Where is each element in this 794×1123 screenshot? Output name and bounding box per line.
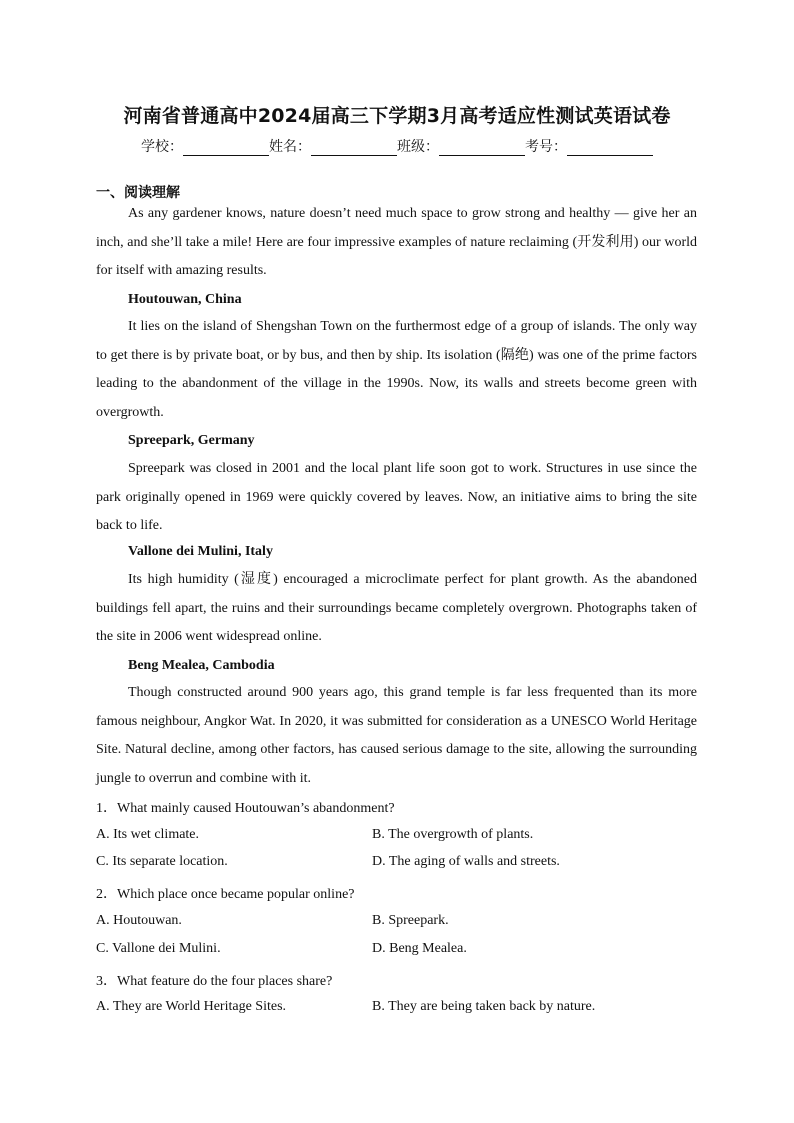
question-2-stem: 2．Which place once became popular online? xyxy=(96,887,355,902)
question-2-option-a[interactable]: A. Houtouwan. xyxy=(96,913,182,928)
name-label: 姓名： xyxy=(269,139,311,155)
question-2-option-b[interactable]: B. Spreepark. xyxy=(372,913,449,928)
student-info-line xyxy=(0,136,794,156)
section-heading: 一、阅读理解 xyxy=(96,185,180,201)
question-2-option-d[interactable]: D. Beng Mealea. xyxy=(372,941,467,956)
passage-intro: As any gardener knows, nature doesn’t need much space to grow strong and healthy — give her an inch, and she’ll take a mile! Here are four impressive examples of nature reclaiming (开发利用) our world for itself with amazing results. xyxy=(96,206,697,278)
question-1-stem: 1．What mainly caused Houtouwan’s abandonment? xyxy=(96,801,395,816)
question-1-option-d[interactable]: D. The aging of walls and streets. xyxy=(372,854,560,869)
school-blank[interactable] xyxy=(183,141,269,156)
exam-title: 河南省普通高中2024届高三下学期3月高考适应性测试英语试卷 xyxy=(123,105,671,127)
place-heading-beng-mealea: Beng Mealea, Cambodia xyxy=(128,658,275,673)
question-3-stem: 3．What feature do the four places share? xyxy=(96,974,333,989)
place-text-spreepark: Spreepark was closed in 2001 and the local plant life soon got to work. Structures in use since the park originally opened in 1969 were quickly covered by leaves. Now, an initiative aims to bring the site back to life. xyxy=(96,461,697,533)
question-2-option-c[interactable]: C. Vallone dei Mulini. xyxy=(96,941,221,956)
place-text-beng-mealea: Though constructed around 900 years ago, this grand temple is far less frequented than its more famous neighbour, Angkor Wat. In 2020, it was submitted for consideration as a UNESCO World Heritage Site. Natural decline, among other factors, has caused serious damage to the site, allowing the surrounding jungle to overrun and combine with it. xyxy=(96,685,697,786)
class-blank[interactable] xyxy=(439,141,525,156)
place-heading-houtouwan: Houtouwan, China xyxy=(128,292,242,307)
place-text-vallone: Its high humidity (湿度) encouraged a microclimate perfect for plant growth. As the abandoned buildings fell apart, the ruins and their surroundings became completely overgrown. Photographs taken of the site in 2006 went widespread online. xyxy=(96,572,697,644)
place-heading-vallone: Vallone dei Mulini, Italy xyxy=(128,544,273,559)
number-blank[interactable] xyxy=(567,141,653,156)
question-3-option-a[interactable]: A. They are World Heritage Sites. xyxy=(96,999,287,1014)
name-blank[interactable] xyxy=(311,141,397,156)
question-1-option-b[interactable]: B. The overgrowth of plants. xyxy=(372,827,534,842)
place-heading-spreepark: Spreepark, Germany xyxy=(128,433,255,448)
school-label: 学校： xyxy=(141,139,183,155)
question-1-option-a[interactable]: A. Its wet climate. xyxy=(96,827,200,842)
place-text-houtouwan: It lies on the island of Shengshan Town on the furthermost edge of a group of islands. The only way to get there is by private boat, or by bus, and then by ship. Its isolation (隔绝) was one of the prime factors leading to the abandonment of the village in the 1990s. Now, its walls and streets become green with overgrowth. xyxy=(96,319,697,420)
number-label: 考号： xyxy=(525,139,567,155)
question-3-option-b[interactable]: B. They are being taken back by nature. xyxy=(372,999,596,1014)
question-1-option-c[interactable]: C. Its separate location. xyxy=(96,854,228,869)
class-label: 班级： xyxy=(397,139,439,155)
